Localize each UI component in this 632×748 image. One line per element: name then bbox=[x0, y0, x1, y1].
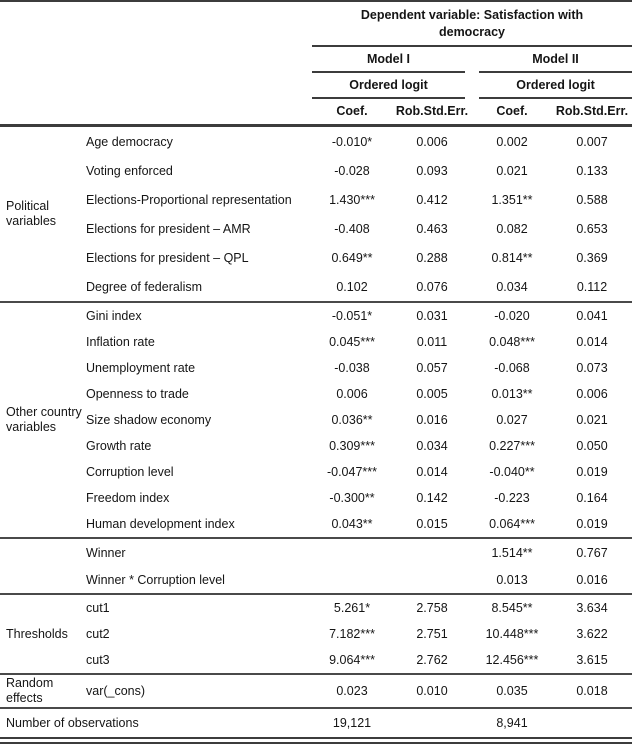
m2-stderr-cell: 3.615 bbox=[576, 653, 608, 667]
variable-name: Human development index bbox=[86, 517, 235, 531]
table-row bbox=[84, 539, 632, 566]
m1-stderr-cell: 2.751 bbox=[416, 627, 448, 641]
m1-coef-cell: 0.023 bbox=[336, 684, 368, 698]
m1-coef-cell: -0.010* bbox=[331, 134, 373, 149]
observations-row bbox=[0, 707, 632, 737]
m1-stderr-cell: 0.006 bbox=[416, 134, 448, 149]
group-label bbox=[0, 539, 84, 593]
group-winner bbox=[0, 537, 632, 593]
m2-coef-cell: 0.035 bbox=[496, 684, 528, 698]
m1-stderr-cell: 2.762 bbox=[416, 653, 448, 667]
m2-coef-cell: 0.027 bbox=[496, 413, 528, 427]
m1-stderr-cell: 0.463 bbox=[416, 221, 448, 236]
m1-stderr-cell: 2.758 bbox=[416, 601, 448, 615]
m1-stderr-cell: 0.010 bbox=[416, 684, 448, 698]
m2-coef-cell: 1.351** bbox=[491, 192, 533, 207]
table-row bbox=[84, 621, 632, 647]
variable-name: Inflation rate bbox=[86, 335, 155, 349]
m1-coef-cell: -0.408 bbox=[334, 221, 370, 236]
table-row bbox=[84, 433, 632, 459]
observations-label: Number of observations bbox=[6, 716, 139, 730]
table-row bbox=[84, 647, 632, 673]
model-1-coef-header: Coef. bbox=[336, 104, 368, 118]
m2-observations: 8,941 bbox=[496, 716, 528, 730]
m1-coef-cell: 0.045*** bbox=[329, 335, 375, 349]
table-header bbox=[0, 2, 632, 127]
group-label: Other country variables bbox=[6, 405, 82, 434]
table-bottom-rule-2 bbox=[0, 742, 632, 744]
m1-stderr-cell: 0.093 bbox=[416, 163, 448, 178]
m2-coef-cell: 0.064*** bbox=[489, 517, 535, 531]
m1-coef-cell: -0.300** bbox=[329, 491, 375, 505]
m2-coef-cell: 0.814** bbox=[491, 250, 533, 265]
variable-name: cut2 bbox=[86, 627, 110, 641]
variable-name: Growth rate bbox=[86, 439, 152, 453]
table-row bbox=[84, 566, 632, 593]
m2-coef-cell: 0.034 bbox=[496, 279, 528, 294]
m2-coef-cell: -0.068 bbox=[494, 361, 530, 375]
m2-stderr-cell: 0.019 bbox=[576, 465, 608, 479]
table-row bbox=[84, 511, 632, 537]
m2-stderr-cell: 0.369 bbox=[576, 250, 608, 265]
variable-name: Voting enforced bbox=[86, 163, 173, 178]
table-bottom-rule-1 bbox=[0, 737, 632, 739]
group-random-effects bbox=[0, 673, 632, 707]
m2-coef-cell: 0.082 bbox=[496, 221, 528, 236]
table-row bbox=[84, 329, 632, 355]
m1-coef-cell: 0.649** bbox=[331, 250, 373, 265]
m2-coef-cell: 12.456*** bbox=[485, 653, 539, 667]
table-row bbox=[84, 243, 632, 272]
m1-coef-cell: 0.036** bbox=[331, 413, 373, 427]
variable-name: Gini index bbox=[86, 309, 142, 323]
variable-name: Corruption level bbox=[86, 465, 174, 479]
m2-stderr-cell: 0.653 bbox=[576, 221, 608, 236]
table-row bbox=[84, 303, 632, 329]
m2-coef-cell: 0.013** bbox=[491, 387, 533, 401]
m2-stderr-cell: 0.007 bbox=[576, 134, 608, 149]
m2-stderr-cell: 3.622 bbox=[576, 627, 608, 641]
table-row bbox=[84, 407, 632, 433]
m2-stderr-cell: 0.021 bbox=[576, 413, 608, 427]
table-row bbox=[84, 185, 632, 214]
model-2-stderr-header: Rob.Std.Err. bbox=[555, 104, 629, 118]
table-row bbox=[84, 214, 632, 243]
table-row bbox=[84, 485, 632, 511]
variable-name: Elections for president – AMR bbox=[86, 221, 251, 236]
m2-stderr-cell: 0.073 bbox=[576, 361, 608, 375]
m2-stderr-cell: 0.112 bbox=[576, 279, 608, 294]
table-row bbox=[84, 156, 632, 185]
m2-stderr-cell: 0.041 bbox=[576, 309, 608, 323]
m1-coef-cell: 0.006 bbox=[336, 387, 368, 401]
variable-name: Elections for president – QPL bbox=[86, 250, 249, 265]
m1-stderr-cell: 0.005 bbox=[416, 387, 448, 401]
m2-stderr-cell: 3.634 bbox=[576, 601, 608, 615]
variable-name: Freedom index bbox=[86, 491, 170, 505]
m2-stderr-cell: 0.006 bbox=[576, 387, 608, 401]
m1-stderr-cell: 0.076 bbox=[416, 279, 448, 294]
table-row bbox=[84, 127, 632, 156]
m2-coef-cell: 0.002 bbox=[496, 134, 528, 149]
table-row bbox=[84, 355, 632, 381]
variable-name: Unemployment rate bbox=[86, 361, 196, 375]
m2-stderr-cell: 0.016 bbox=[576, 572, 608, 587]
model-1-method: Ordered logit bbox=[312, 73, 465, 99]
m2-stderr-cell: 0.014 bbox=[576, 335, 608, 349]
table-row bbox=[84, 459, 632, 485]
variable-name: Degree of federalism bbox=[86, 279, 203, 294]
m1-coef-cell: 0.309*** bbox=[329, 439, 375, 453]
m1-stderr-cell: 0.034 bbox=[416, 439, 448, 453]
m1-coef-cell: 7.182*** bbox=[329, 627, 375, 641]
m1-stderr-cell: 0.015 bbox=[416, 517, 448, 531]
m1-stderr-cell: 0.016 bbox=[416, 413, 448, 427]
group-thresholds bbox=[0, 593, 632, 673]
m1-stderr-cell: 0.011 bbox=[416, 335, 448, 349]
group-political-variables bbox=[0, 127, 632, 301]
group-label: Thresholds bbox=[6, 626, 68, 641]
m2-coef-cell: -0.040** bbox=[489, 465, 535, 479]
group-label: Political variables bbox=[6, 199, 57, 228]
m1-observations: 19,121 bbox=[332, 716, 372, 730]
m1-stderr-cell: 0.014 bbox=[416, 465, 448, 479]
m2-coef-cell: 0.048*** bbox=[489, 335, 535, 349]
m1-coef-cell: -0.038 bbox=[334, 361, 370, 375]
m1-coef-cell: -0.047*** bbox=[326, 465, 378, 479]
model-1-stderr-header: Rob.Std.Err. bbox=[395, 104, 469, 118]
variable-name: cut1 bbox=[86, 601, 110, 615]
table-row bbox=[84, 595, 632, 621]
m2-coef-cell: 1.514** bbox=[491, 545, 533, 560]
m2-coef-cell: 0.021 bbox=[496, 163, 528, 178]
m2-stderr-cell: 0.050 bbox=[576, 439, 608, 453]
m1-coef-cell: -0.051* bbox=[331, 309, 373, 323]
table-row bbox=[84, 381, 632, 407]
m2-coef-cell: 0.227*** bbox=[489, 439, 535, 453]
m1-coef-cell: 1.430*** bbox=[329, 192, 375, 207]
m1-coef-cell: 5.261* bbox=[333, 601, 371, 615]
m1-stderr-cell: 0.142 bbox=[416, 491, 448, 505]
variable-name: Elections-Proportional representation bbox=[86, 192, 292, 207]
model-2-method: Ordered logit bbox=[479, 73, 632, 99]
model-2-header: Model II bbox=[479, 47, 632, 73]
variable-name: Winner * Corruption level bbox=[86, 572, 225, 587]
m2-stderr-cell: 0.164 bbox=[576, 491, 608, 505]
variable-name: Size shadow economy bbox=[86, 413, 212, 427]
m2-coef-cell: 8.545** bbox=[491, 601, 533, 615]
variable-name: Age democracy bbox=[86, 134, 173, 149]
m1-coef-cell: -0.028 bbox=[334, 163, 370, 178]
variable-name: var(_cons) bbox=[86, 684, 146, 698]
m1-stderr-cell: 0.288 bbox=[416, 250, 448, 265]
m1-stderr-cell: 0.057 bbox=[416, 361, 448, 375]
m2-coef-cell: -0.020 bbox=[494, 309, 530, 323]
model-1-header: Model I bbox=[312, 47, 465, 73]
variable-name: Winner bbox=[86, 545, 126, 560]
group-label: Random effects bbox=[6, 676, 54, 705]
m1-coef-cell: 0.043** bbox=[331, 517, 373, 531]
m2-coef-cell: 10.448*** bbox=[485, 627, 539, 641]
table-row bbox=[84, 675, 632, 707]
m1-coef-cell: 9.064*** bbox=[329, 653, 375, 667]
dependent-variable-title: Dependent variable: Satisfaction with democracy bbox=[360, 8, 584, 39]
model-2-coef-header: Coef. bbox=[496, 104, 528, 118]
m1-stderr-cell: 0.031 bbox=[416, 309, 448, 323]
table-row bbox=[84, 272, 632, 301]
m1-stderr-cell: 0.412 bbox=[416, 192, 448, 207]
m2-coef-cell: -0.223 bbox=[494, 491, 530, 505]
m2-stderr-cell: 0.767 bbox=[576, 545, 608, 560]
m2-stderr-cell: 0.133 bbox=[576, 163, 608, 178]
m2-stderr-cell: 0.588 bbox=[576, 192, 608, 207]
m1-coef-cell: 0.102 bbox=[336, 279, 368, 294]
group-other-country-variables bbox=[0, 301, 632, 537]
m2-stderr-cell: 0.018 bbox=[576, 684, 608, 698]
variable-name: Openness to trade bbox=[86, 387, 189, 401]
variable-name: cut3 bbox=[86, 653, 110, 667]
m2-coef-cell: 0.013 bbox=[496, 572, 528, 587]
m2-stderr-cell: 0.019 bbox=[576, 517, 608, 531]
